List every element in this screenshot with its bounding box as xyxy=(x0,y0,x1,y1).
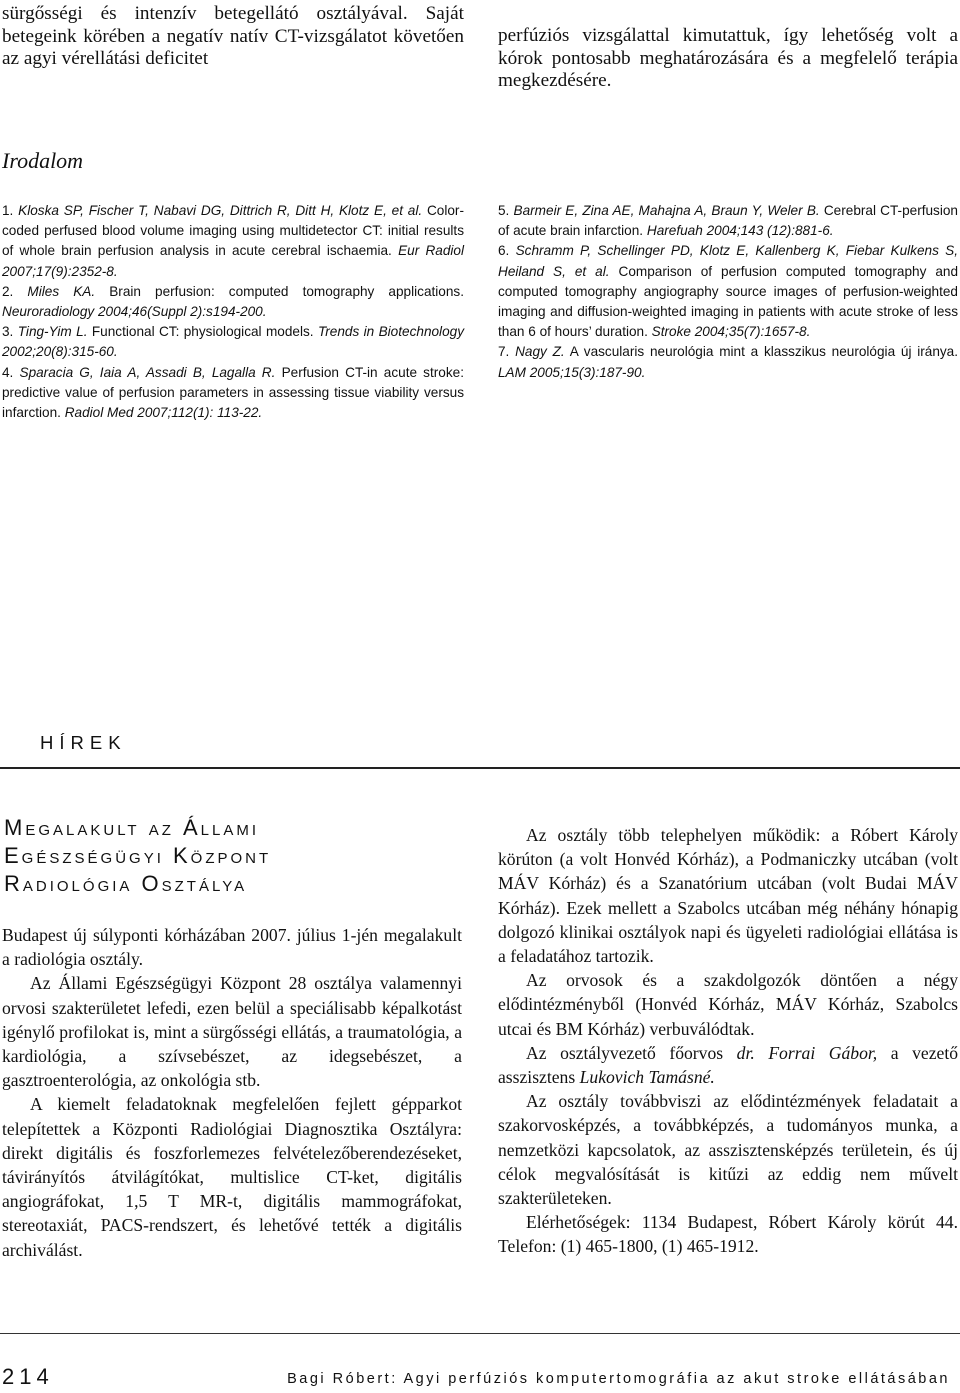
reference-item: 4. Sparacia G, Iaia A, Assadi B, Lagalla R. Perfusion CT-in acute stroke: predictive value of perfusion parameters in assessing tissue viability versus infarction. Radiol Med 2007;112(1): 113-22. xyxy=(2,364,464,421)
article-paragraph: Az Állami Egészségügyi Központ 28 osztálya valamennyi orvosi szakterületet lefedi, ezen belül a speciálisabb képalkotást igénylő profilokat is, mint a sürgősségi ellátás, a traumatológia, a kardiológia, a szívsebészet, az idegsebészet, a gasztroenterológia, az onkológia stb. xyxy=(2,973,462,1091)
section-divider xyxy=(0,767,960,769)
article-title-line: Egészségügyi Központ xyxy=(4,843,272,868)
article-paragraph: Budapest új súlyponti kórházában 2007. július 1-jén megalakult a radiológia osztály. xyxy=(2,925,462,970)
reference-item: 2. Miles KA. Brain perfusion: computed tomography applications. Neuroradiology 2004;46(Suppl 2):s194-200. xyxy=(2,283,464,320)
article-title-line: Radiológia Osztálya xyxy=(4,871,248,896)
article-paragraph: Elérhetőségek: 1134 Budapest, Róbert Károly körút 44. Telefon: (1) 465-1800, (1) 465-1912. xyxy=(498,1212,958,1257)
article-paragraph: Az osztály továbbviszi az elődintézmények feladatait a szakorvosképzés, a továbbképzés, a tudományos munka, a nemzetközi kapcsolatok, az asszisztensképzés területein, és új célok megvalósítását is kitűzi az eddig nem művelt szakterületeken. xyxy=(498,1091,958,1209)
article-left-column xyxy=(2,923,462,1262)
references-right-column xyxy=(498,201,958,383)
reference-item: 3. Ting-Yim L. Functional CT: physiological models. Trends in Biotechnology 2002;20(8):315-60. xyxy=(2,324,464,360)
reference-item: 1. Kloska SP, Fischer T, Nabavi DG, Dittrich R, Ditt H, Klotz E, et al. Color-coded perfused blood volume imaging using multidetector CT: initial results of whole brain perfusion analysis in acute cerebral ischaemia. Eur Radiol 2007;17(9):2352-8. xyxy=(2,203,464,279)
footer-divider xyxy=(0,1333,960,1334)
article-title xyxy=(4,814,271,898)
article-paragraph: Az osztályvezető főorvos dr. Forrai Gábor, a vezető asszisztens Lukovich Tamásné. xyxy=(498,1042,959,1088)
references-left-column xyxy=(2,201,464,423)
head-physician-name: dr. Forrai Gábor, xyxy=(736,1042,878,1063)
reference-item: 7. Nagy Z. A vascularis neurológia mint a klasszikus neurológia új iránya. LAM 2005;15(3):187-90. xyxy=(498,344,959,380)
continuation-left-text: sürgősségi és intenzív betegellátó osztályával. Saját betegeink körében a negatív natív CT-vizsgálatot követően az agyi vérellátási deficitet xyxy=(2,3,464,69)
running-title: Bagi Róbert: Agyi perfúziós komputertomográfia az akut stroke ellátásában xyxy=(287,1371,950,1387)
lead-assistant-name: Lukovich Tamásné. xyxy=(579,1067,715,1088)
article-title-line: Megalakult az Állami xyxy=(4,815,259,840)
continuation-right-column xyxy=(498,25,958,93)
article-paragraph: Az orvosok és a szakdolgozók döntően a négy elődintézményből (Honvéd Kórház, MÁV Kórház, Szabolcs utcai és BM Kórház) verbuválódtak. xyxy=(498,970,958,1039)
references-heading: Irodalom xyxy=(2,148,84,173)
reference-item: 5. Barmeir E, Zina AE, Mahajna A, Braun Y, Weler B. Cerebral CT-perfusion of acute brain infarction. Harefuah 2004;143 (12):881-6. xyxy=(498,203,958,239)
continuation-right-text: perfúziós vizsgálattal kimutattuk, így lehetőség volt a kórok pontosabb meghatározására és a megfelelő terápia megkezdésére. xyxy=(498,25,958,91)
reference-item: 6. Schramm P, Schellinger PD, Klotz E, Kallenberg K, Fiebar Kulkens S, Heiland S, et al. Comparison of perfusion computed tomography and computed tomography angiography source images of perfusion-weighted imaging and diffusion-weighted imaging in patients with acute stroke of less than 6 of hours’ duration. Stroke 2004;35(7):1657-8. xyxy=(498,243,959,340)
article-right-column xyxy=(498,823,958,1259)
page-number: 214 xyxy=(2,1364,54,1389)
article-paragraph: Az osztály több telephelyen működik: a Róbert Károly körúton (a volt Honvéd Kórház), a Podmaniczky utcában (volt MÁV Kórház) és a Szanatórium utcában (volt Budai MÁV Kórház). Ezek mellett a Szabolcs utcában még néhány hónapig dolgozó klinikai osztályok napi és ügyeleti radiológiai ellátása is a feladatához tartozik. xyxy=(498,825,958,967)
article-paragraph: A kiemelt feladatoknak megfelelően fejlett gépparkot telepítettek a Központi Radiológiai Diagnosztika Osztályra: direkt digitális és foszforlemezes felvételezőberendezéseket, távirányítós átvilágítókat, multislice CT-ket, digitális angiográfokat, 1,5 T MR-t, digitális mammográfokat, stereotaxiát, PACS-rendszert, és lehetővé tették a digitális archiválást. xyxy=(2,1094,462,1260)
news-section-label: HÍREK xyxy=(40,732,127,753)
continuation-left-column xyxy=(2,3,464,71)
